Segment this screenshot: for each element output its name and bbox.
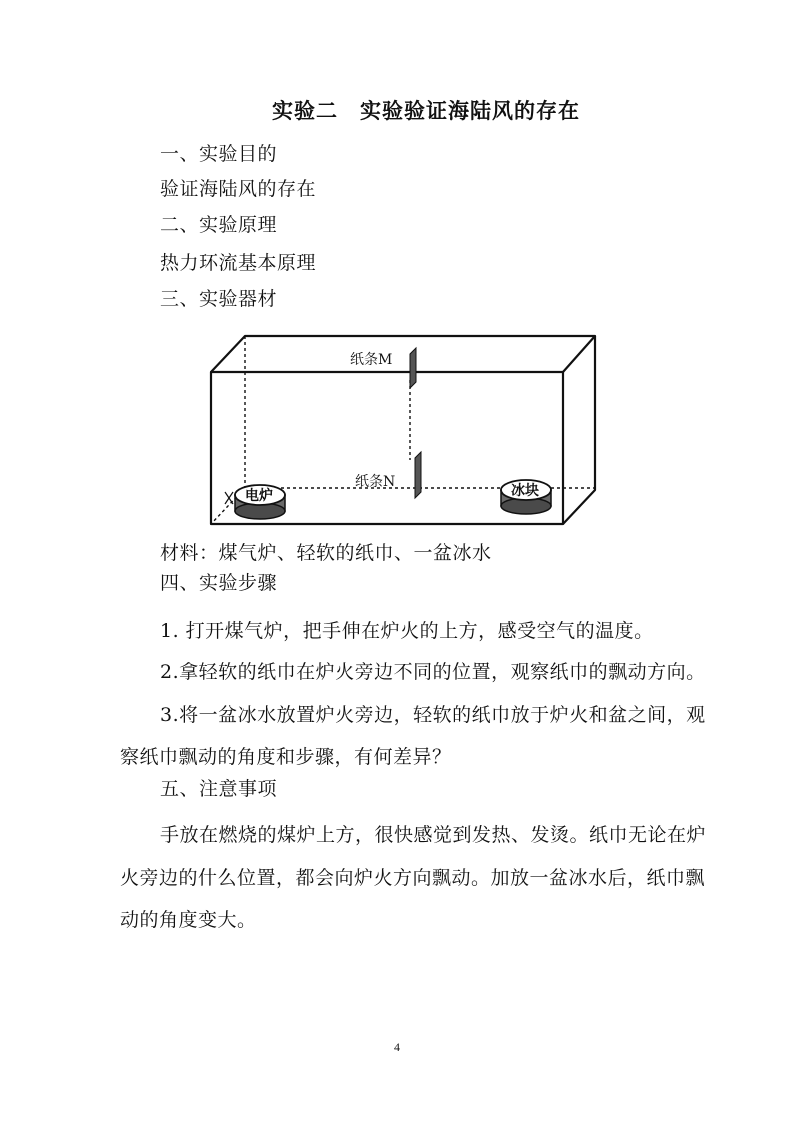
label-paper-strip-m: 纸条M bbox=[350, 352, 393, 368]
box-top-face bbox=[211, 336, 595, 372]
note-line-1: 手放在燃烧的煤炉上方，很快感觉到发热、发烫。纸巾无论在炉 bbox=[160, 824, 707, 846]
section-1-text: 验证海陆风的存在 bbox=[160, 178, 317, 200]
section-4-heading: 四、实验步骤 bbox=[160, 572, 278, 594]
step-3-line-2: 察纸巾飘动的角度和步骤，有何差异？ bbox=[120, 746, 452, 768]
step-3-line-1: 3.将一盆冰水放置炉火旁边，轻软的纸巾放于炉火和盆之间，观 bbox=[160, 704, 706, 726]
label-paper-strip-n: 纸条N bbox=[355, 474, 396, 490]
title-experiment-number: 实验二 bbox=[272, 98, 338, 123]
section-1-heading: 一、实验目的 bbox=[160, 143, 278, 165]
page-number: 4 bbox=[394, 1040, 400, 1054]
page-title bbox=[272, 100, 580, 121]
title-experiment-name: 实验验证海陆风的存在 bbox=[360, 98, 580, 123]
section-2-text: 热力环流基本原理 bbox=[160, 252, 317, 274]
label-ice: 冰块 bbox=[511, 483, 539, 499]
apparatus-figure bbox=[205, 328, 600, 533]
label-stove: 电炉 bbox=[245, 488, 273, 504]
section-5-heading: 五、注意事项 bbox=[160, 778, 278, 800]
step-1: 1. 打开煤气炉，把手伸在炉火的上方，感受空气的温度。 bbox=[160, 620, 654, 642]
step-2: 2.拿轻软的纸巾在炉火旁边不同的位置，观察纸巾的飘动方向。 bbox=[160, 661, 706, 683]
section-3-heading: 三、实验器材 bbox=[160, 288, 278, 310]
box-right-face bbox=[563, 336, 595, 524]
note-line-3: 动的角度变大。 bbox=[120, 909, 257, 931]
paper-strip-n bbox=[415, 452, 421, 498]
note-line-2: 火旁边的什么位置，都会向炉火方向飘动。加放一盆冰水后，纸巾飘 bbox=[120, 867, 706, 889]
paper-strip-m bbox=[410, 348, 416, 388]
section-2-heading: 二、实验原理 bbox=[160, 214, 278, 236]
materials-text: 材料：煤气炉、轻软的纸巾、一盆冰水 bbox=[160, 542, 492, 564]
